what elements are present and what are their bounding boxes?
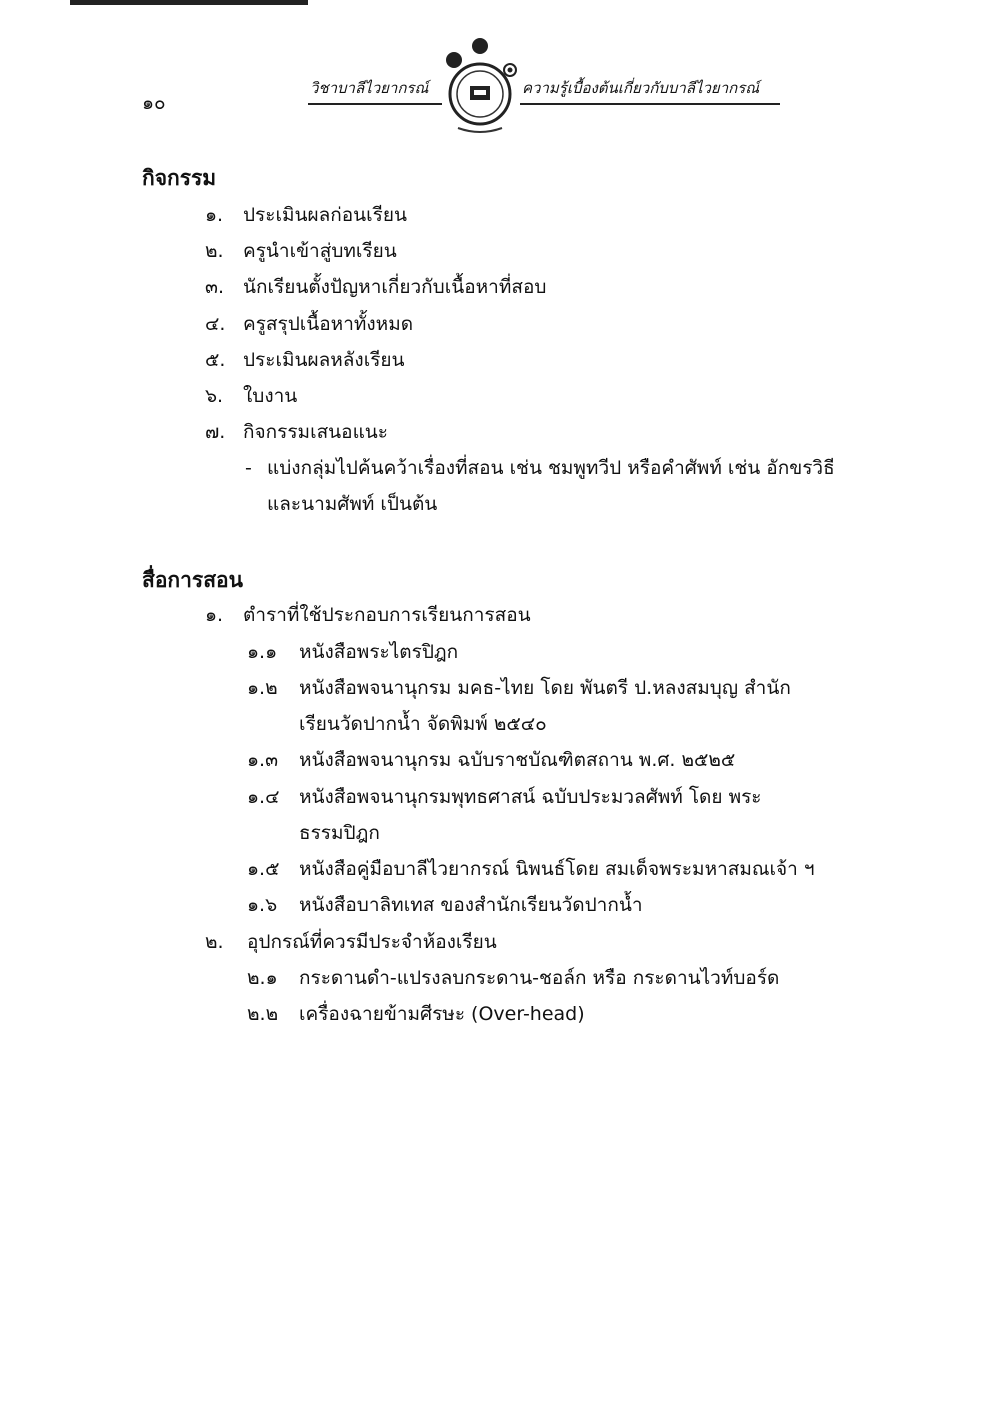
media-heading: สื่อการสอน — [142, 568, 244, 592]
header-right-rule — [520, 103, 780, 105]
sub-list-item: ๑.๒ หนังสือพจนานุกรม มคธ-ไทย โดย พันตรี ป.หลงสมบุญ สำนัก — [247, 677, 791, 699]
suggestion-line-continued: และนามศัพท์ เป็นต้น — [267, 493, 438, 515]
header-right-title: ความรู้เบื้องต้นเกี่ยวกับบาลีไวยากรณ์ — [522, 79, 760, 97]
sub-list-item-continued: เรียนวัดปากน้ำ จัดพิมพ์ ๒๕๔๐ — [299, 713, 547, 735]
activities-heading: กิจกรรม — [142, 166, 217, 190]
sub-list-item: ๒.๒ เครื่องฉายข้ามศีรษะ (Over-head) — [247, 1003, 585, 1025]
sub-list-item: ๒.๑ กระดานดำ-แปรงลบกระดาน-ชอล์ก หรือ กระดานไวท์บอร์ด — [247, 967, 780, 989]
list-item: ๗. กิจกรรมเสนอแนะ — [205, 421, 389, 443]
list-item: ๑. ประเมินผลก่อนเรียน — [205, 204, 407, 226]
sub-list-item-continued: ธรรมปิฎก — [299, 822, 380, 844]
list-item: ๕. ประเมินผลหลังเรียน — [205, 349, 405, 371]
top-rule — [70, 0, 308, 5]
header-left-title: วิชาบาลีไวยากรณ์ — [310, 79, 429, 97]
list-item: ๒. อุปกรณ์ที่ควรมีประจำห้องเรียน — [205, 931, 497, 953]
list-item: ๔. ครูสรุปเนื้อหาทั้งหมด — [205, 313, 414, 335]
list-item: ๖. ใบงาน — [205, 385, 298, 407]
list-item: ๑. ตำราที่ใช้ประกอบการเรียนการสอน — [205, 604, 531, 626]
list-item: ๓. นักเรียนตั้งปัญหาเกี่ยวกับเนื้อหาที่สอบ — [205, 276, 547, 298]
header-left-rule — [308, 103, 442, 105]
sub-list-item: ๑.๓ หนังสือพจนานุกรม ฉบับราชบัณฑิตสถาน พ.ศ. ๒๕๒๕ — [247, 749, 736, 771]
list-item: ๒. ครูนำเข้าสู่บทเรียน — [205, 240, 397, 262]
seal-logo-icon — [438, 36, 522, 134]
page-number: ๑๐ — [142, 92, 166, 114]
sub-list-item: ๑.๖ หนังสือบาลิทเทส ของสำนักเรียนวัดปากน้ำ — [247, 894, 643, 916]
sub-list-item: ๑.๔ หนังสือพจนานุกรมพุทธศาสน์ ฉบับประมวลศัพท์ โดย พระ — [247, 786, 762, 808]
sub-list-item: ๑.๕ หนังสือคู่มือบาลีไวยากรณ์ นิพนธ์โดย สมเด็จพระมหาสมณเจ้า ฯ — [247, 858, 815, 880]
sub-list-item: ๑.๑ หนังสือพระไตรปิฎก — [247, 641, 459, 663]
suggestion-line: - แบ่งกลุ่มไปค้นคว้าเรื่องที่สอน เช่น ชมพูทวีป หรือคำศัพท์ เช่น อักขรวิธี — [245, 457, 835, 479]
